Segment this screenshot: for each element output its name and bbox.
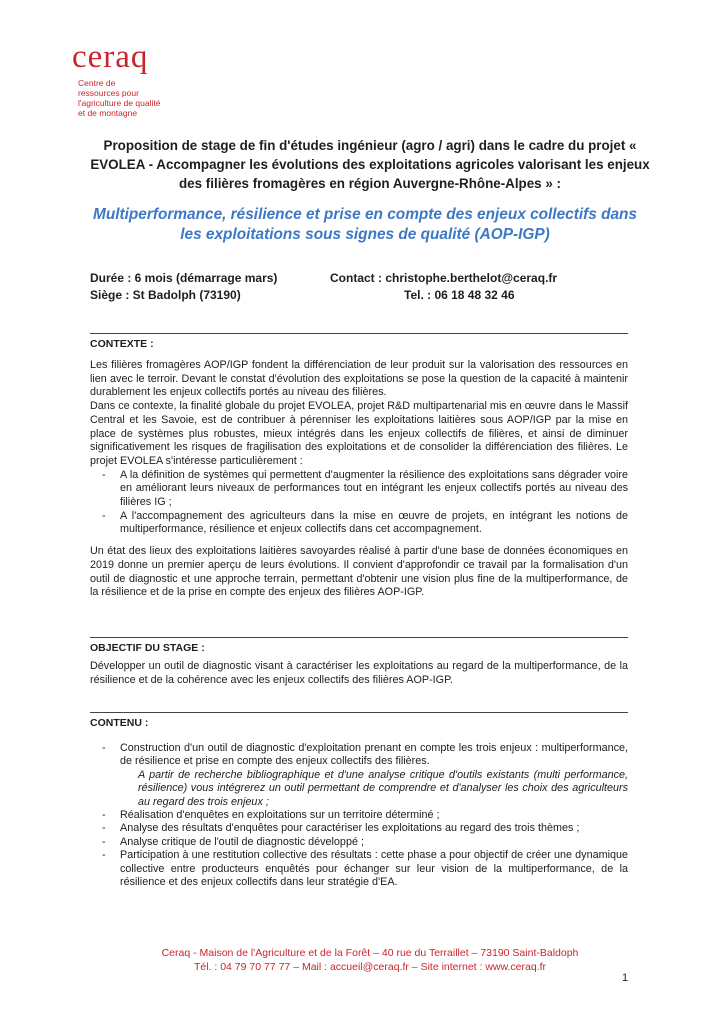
page-number: 1 — [622, 972, 629, 984]
bullet-dash: - — [102, 849, 106, 862]
contexte-heading: CONTEXTE : — [90, 338, 154, 350]
contexte-bullet-text: A l'accompagnement des agriculteurs dans la mise en œuvre de projets, en intégrant les notions de multiperformance, résilience et enjeux collectifs dans cet accompagnement. — [120, 509, 628, 536]
section-divider — [90, 637, 628, 638]
contexte-paragraph-3: Un état des lieux des exploitations laitières savoyardes réalisé à partir d'une base de données économiques en 2019 donne un premier aperçu de leurs évolutions. Il convient d'approfondir ce travail par la formalisation d'un outil de diagnostic et une approche terrain, permettant d'obtenir une vision plus fine de la multiperformance, de la résilience et de la prise en compte des enjeux des filières AOP-IGP. — [90, 545, 628, 599]
section-divider — [90, 333, 628, 334]
contenu-bullet-text: Analyse des résultats d'enquêtes pour caractériser les exploitations au regard des trois thèmes ; — [120, 822, 580, 835]
contexte-paragraph-2: Dans ce contexte, la finalité globale du projet EVOLEA, projet R&D multipartenarial mis en œuvre dans le Massif Central et les Savoie, est de contribuer à pérenniser les exploitations laitières sous AOP/IGP par la mise en place de systèmes plus robustes, mieux intégrés dans les enjeux collectifs de filières, et ainsi de diminuer significativement les risques de fragilisation des exploitations et de consolider la différenciation des filières. Le projet EVOLEA s'intéresse particulièrement : — [90, 400, 628, 467]
contexte-body — [90, 359, 628, 600]
contenu-bullet-text: Analyse critique de l'outil de diagnostic développé ; — [120, 835, 364, 848]
section-divider — [90, 712, 628, 713]
contexte-bullet — [90, 469, 628, 510]
location-text: Siège : St Badolph (73190) — [90, 288, 241, 302]
document-title: Proposition de stage de fin d'études ingénieur (agro / agri) dans le cadre du projet « EVOLEA - Accompagner les évolutions des exploitations agricoles valorisant les enjeux des filières fromagères en région Auvergne-Rhône-Alpes » : — [90, 138, 650, 191]
bullet-dash: - — [102, 742, 106, 754]
tagline-line: l'agriculture de qualité — [78, 98, 161, 108]
contact-email: Contact : christophe.berthelot@ceraq.fr — [330, 271, 558, 285]
bullet-dash: - — [102, 509, 106, 522]
objectif-heading: OBJECTIF DU STAGE : — [90, 642, 205, 654]
contenu-body — [90, 742, 628, 889]
contenu-bullet — [90, 809, 628, 822]
contact-phone: Tel. : 06 18 48 32 46 — [404, 288, 515, 302]
bullet-dash: - — [102, 468, 106, 481]
contenu-bullet — [90, 822, 628, 835]
bullet-dash: - — [102, 835, 106, 848]
contenu-bullet — [90, 849, 628, 889]
tagline-line: Centre de — [78, 78, 116, 88]
objectif-body: Développer un outil de diagnostic visant à caractériser les exploitations au regard de la multiperformance, de la résilience et de la cohérence avec les enjeux collectifs des filières AOP-IGP. — [90, 660, 628, 686]
duration-text: Durée : 6 mois (démarrage mars) — [90, 271, 278, 285]
contenu-bullet — [90, 836, 628, 849]
bullet-dash: - — [102, 809, 106, 822]
contenu-bullet-text: Construction d'un outil de diagnostic d'exploitation prenant en compte les trois enjeux : multiperformance, de résilience et prise en compte des enjeux collectifs des filières. — [120, 742, 628, 768]
contenu-bullet-text: Participation à une restitution collective des résultats : cette phase a pour objectif de créer une dynamique collective entre producteurs enquêtés pour échanger sur leur vision de la multiperformance, de la résilience et des enjeux collectifs dans leur stratégie d'EA. — [120, 849, 628, 889]
ceraq-logo-tagline — [78, 78, 218, 118]
contenu-heading: CONTENU : — [90, 717, 149, 729]
footer-contact: Tél. : 04 79 70 77 77 – Mail : accueil@ceraq.fr – Site internet : www.ceraq.fr — [193, 961, 547, 973]
ceraq-logo-wordmark: ceraq — [72, 39, 149, 75]
contenu-bullet-text: Réalisation d'enquêtes en exploitations sur un territoire déterminé ; — [120, 809, 440, 822]
contexte-bullet-text: A la définition de systèmes qui permettent d'augmenter la résilience des exploitations sans dégrader voire en améliorant leurs niveaux de performances tout en intégrant les enjeux collectifs portés au niveau des filières IG ; — [120, 468, 628, 509]
contenu-bullet — [90, 742, 628, 809]
page-footer — [90, 946, 650, 974]
tagline-line: ressources pour — [78, 88, 139, 98]
contexte-bullet — [90, 510, 628, 537]
document-subtitle: Multiperformance, résilience et prise en compte des enjeux collectifs dans les exploitations sous signes de qualité (AOP-IGP) — [93, 206, 637, 243]
contenu-sub-note: A partir de recherche bibliographique et d'une analyse critique d'outils existants (multi performance, résilience) vous intégrerez un outil permettant de comprendre et d'analyser les choix des agriculteurs au regard des trois enjeux ; — [138, 768, 628, 808]
bullet-dash: - — [102, 822, 106, 835]
contexte-paragraph-1: Les filières fromagères AOP/IGP fondent la différenciation de leur produit sur la valorisation des ressources en lien avec le terroir. Devant le constat d'évolution des exploitations se pose la question de la capacité à maintenir durablement les enjeux collectifs portés au niveau des filières. — [90, 359, 628, 399]
footer-address: Ceraq - Maison de l'Agriculture et de la Forêt – 40 rue du Terraillet – 73190 Saint-Baldoph — [161, 947, 579, 959]
tagline-line: et de montagne — [78, 108, 138, 118]
